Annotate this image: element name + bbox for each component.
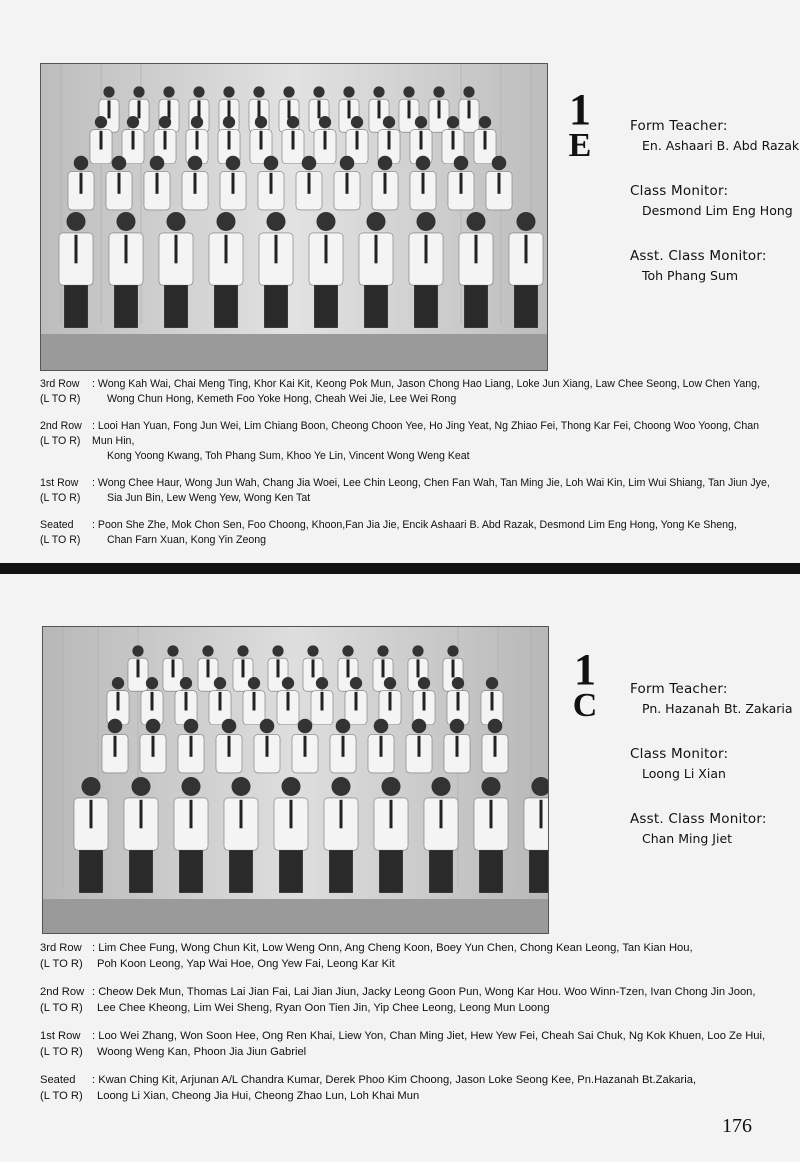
tie — [190, 800, 193, 829]
person-head — [381, 777, 400, 796]
person-head — [307, 645, 318, 656]
tie — [389, 692, 392, 711]
class-code-letter: C — [572, 687, 598, 724]
tie — [137, 659, 140, 677]
person-head — [222, 719, 237, 734]
tie — [423, 692, 426, 711]
person-head — [202, 645, 213, 656]
person-head — [188, 156, 203, 171]
person-head — [132, 645, 143, 656]
tie — [232, 173, 235, 194]
person-head — [226, 156, 241, 171]
person-head — [266, 212, 285, 231]
asst-class-monitor-name: Toh Phang Sum — [642, 268, 739, 283]
person-head — [374, 719, 389, 734]
person-head — [378, 156, 393, 171]
row-order: (L TO R) — [40, 534, 81, 546]
tie — [321, 692, 324, 711]
person-legs — [464, 285, 488, 328]
row-order: (L TO R) — [40, 1002, 83, 1014]
person-head — [146, 719, 161, 734]
person-head — [452, 677, 464, 689]
tie — [457, 692, 460, 711]
tie — [308, 173, 311, 194]
asst-class-monitor-label: Asst. Class Monitor: — [630, 811, 767, 827]
row-names: : Wong Kah Wai, Chai Meng Ting, Khor Kai Kit, Keong Pok Mun, Jason Chong Hao Liang, Loke Jun Xiang, Law Chee Seong, Low Chen Yang, — [92, 378, 761, 390]
tie — [288, 100, 291, 118]
person-head — [447, 645, 458, 656]
tie — [196, 131, 199, 150]
tie — [270, 173, 273, 194]
tie — [490, 800, 493, 829]
tie — [356, 131, 359, 150]
class-monitor-label: Class Monitor: — [630, 746, 729, 762]
person-legs — [429, 850, 453, 893]
person-head — [316, 677, 328, 689]
person-head — [479, 116, 491, 128]
person-head — [146, 677, 158, 689]
person-head — [302, 156, 317, 171]
class-info-1e — [630, 118, 800, 313]
tie — [346, 173, 349, 194]
tie — [418, 736, 421, 757]
person-head — [316, 212, 335, 231]
row-names: : Kwan Ching Kit, Arjunan A/L Chandra Kumar, Derek Phoo Kim Choong, Jason Loke Seong Kee, Pn.Hazanah Bt.Zakaria, — [92, 1074, 697, 1086]
person-head — [74, 156, 89, 171]
row-names-cont: Chan Farn Xuan, Kong Yin Zeong — [107, 534, 267, 546]
person-head — [416, 156, 431, 171]
tie — [417, 659, 420, 677]
tie — [75, 235, 78, 263]
person-head — [283, 86, 294, 97]
person-legs — [364, 285, 388, 328]
tie — [228, 100, 231, 118]
person-head — [214, 677, 226, 689]
person-head — [231, 777, 250, 796]
tie — [198, 100, 201, 118]
person-head — [343, 86, 354, 97]
tie — [484, 131, 487, 150]
person-head — [433, 86, 444, 97]
person-head — [282, 677, 294, 689]
form-teacher-name: En. Ashaari B. Abd Razak — [642, 138, 800, 153]
tie — [452, 131, 455, 150]
form-teacher-label: Form Teacher: — [630, 681, 728, 697]
row-names-cont: Sia Jun Bin, Lew Weng Yew, Wong Ken Tat — [107, 492, 311, 504]
row-order: (L TO R) — [40, 1046, 83, 1058]
person-head — [116, 212, 135, 231]
row-order: (L TO R) — [40, 958, 83, 970]
tie — [304, 736, 307, 757]
person-head — [167, 645, 178, 656]
tie — [348, 100, 351, 118]
row-order: (L TO R) — [40, 435, 81, 447]
tie — [207, 659, 210, 677]
person-legs — [129, 850, 153, 893]
tie — [117, 692, 120, 711]
name-row — [40, 377, 780, 407]
person-legs — [414, 285, 438, 328]
person-head — [298, 719, 313, 734]
tie — [175, 235, 178, 263]
person-head — [403, 86, 414, 97]
tie — [194, 173, 197, 194]
tie — [260, 131, 263, 150]
person-head — [184, 719, 199, 734]
tie — [468, 100, 471, 118]
row-names: : Cheow Dek Mun, Thomas Lai Jian Fai, Lai Jian Jiun, Jacky Leong Goon Pun, Wong Kar Hou. Woo Winn-Tzen, Ivan Chong Jin Joon, — [92, 986, 756, 998]
tie — [90, 800, 93, 829]
person-head — [342, 645, 353, 656]
person-legs — [214, 285, 238, 328]
person-head — [488, 719, 503, 734]
tie — [240, 800, 243, 829]
tie — [185, 692, 188, 711]
tie — [132, 131, 135, 150]
person-head — [264, 156, 279, 171]
row-label: 1st Row — [40, 477, 79, 489]
tie — [292, 131, 295, 150]
tie — [318, 100, 321, 118]
person-head — [350, 677, 362, 689]
name-row — [40, 984, 780, 1016]
person-head — [223, 116, 235, 128]
tie — [440, 800, 443, 829]
person-head — [81, 777, 100, 796]
person-legs — [479, 850, 503, 893]
class-info-1c — [630, 681, 800, 876]
row-names-cont: Lee Chee Kheong, Lim Wei Sheng, Ryan Oon Tien Jin, Yip Chee Leong, Leong Mun Loong — [97, 1002, 550, 1014]
row-names-cont: Loong Li Xian, Cheong Jia Hui, Cheong Zhao Lun, Loh Khai Mun — [97, 1090, 420, 1102]
person-head — [340, 156, 355, 171]
person-head — [384, 677, 396, 689]
name-row — [40, 1072, 780, 1104]
name-list-1e — [40, 377, 780, 560]
tie — [388, 131, 391, 150]
person-head — [331, 777, 350, 796]
tie — [219, 692, 222, 711]
name-row — [40, 1028, 780, 1060]
person-head — [412, 719, 427, 734]
row-label: 2nd Row — [40, 420, 82, 432]
row-label: Seated — [40, 1074, 76, 1086]
person-legs — [264, 285, 288, 328]
person-head — [150, 156, 165, 171]
tie — [242, 659, 245, 677]
person-head — [313, 86, 324, 97]
person-legs — [179, 850, 203, 893]
tie — [342, 736, 345, 757]
asst-class-monitor-label: Asst. Class Monitor: — [630, 248, 767, 264]
name-list-1c — [40, 940, 780, 1116]
tie — [382, 659, 385, 677]
person-head — [223, 86, 234, 97]
person-head — [481, 777, 500, 796]
person-head — [163, 86, 174, 97]
row-order: (L TO R) — [40, 492, 81, 504]
tie — [498, 173, 501, 194]
tie — [287, 692, 290, 711]
person-legs — [379, 850, 403, 893]
row-label: 1st Row — [40, 1030, 81, 1042]
section-divider — [0, 563, 800, 574]
tie — [118, 173, 121, 194]
tie — [420, 131, 423, 150]
class-monitor-name: Loong Li Xian — [642, 766, 726, 781]
tie — [452, 659, 455, 677]
tie — [438, 100, 441, 118]
person-legs — [514, 285, 538, 328]
person-head — [103, 86, 114, 97]
page-number: 176 — [722, 1115, 752, 1137]
person-head — [133, 86, 144, 97]
row-names: : Lim Chee Fung, Wong Chun Kit, Low Weng Onn, Ang Cheng Koon, Boey Yun Chen, Chong Kean Leong, Tan Kian Hou, — [92, 942, 693, 954]
tie — [114, 736, 117, 757]
person-head — [237, 645, 248, 656]
person-head — [486, 677, 498, 689]
person-head — [112, 156, 127, 171]
person-head — [255, 116, 267, 128]
tie — [525, 235, 528, 263]
person-head — [492, 156, 507, 171]
tie — [380, 736, 383, 757]
tie — [100, 131, 103, 150]
form-teacher-name: Pn. Hazanah Bt. Zakaria — [642, 701, 793, 716]
person-head — [450, 719, 465, 734]
person-head — [416, 212, 435, 231]
tie — [156, 173, 159, 194]
tie — [340, 800, 343, 829]
person-head — [248, 677, 260, 689]
person-head — [454, 156, 469, 171]
row-names-cont: Kong Yoong Kwang, Toh Phang Sum, Khoo Ye Lin, Vincent Wong Weng Keat — [107, 450, 470, 462]
person-head — [216, 212, 235, 231]
tie — [422, 173, 425, 194]
class-photo-1e — [40, 63, 548, 371]
person-legs — [79, 850, 103, 893]
person-head — [377, 645, 388, 656]
tie — [390, 800, 393, 829]
name-row — [40, 940, 780, 972]
tie — [138, 100, 141, 118]
tie — [312, 659, 315, 677]
row-names-cont: Wong Chun Hong, Kemeth Foo Yoke Hong, Cheah Wei Jie, Lee Wei Rong — [107, 393, 457, 405]
row-names-cont: Poh Koon Leong, Yap Wai Hoe, Ong Yew Fai, Leong Kar Kit — [97, 958, 395, 970]
tie — [190, 736, 193, 757]
asst-class-monitor-name: Chan Ming Jiet — [642, 831, 733, 846]
tie — [456, 736, 459, 757]
person-legs — [314, 285, 338, 328]
tie — [325, 235, 328, 263]
row-names: : Loo Wei Zhang, Won Soon Hee, Ong Ren Khai, Liew Yon, Chan Ming Jiet, Hew Yew Fei, Cheah Sai Chuk, Ng Kok Khuen, Loo Ze Hui, — [92, 1030, 766, 1042]
person-head — [166, 212, 185, 231]
tie — [258, 100, 261, 118]
person-head — [336, 719, 351, 734]
class-code-letter: E — [568, 127, 592, 164]
class-photo-1c — [42, 626, 549, 934]
person-head — [112, 677, 124, 689]
tie — [408, 100, 411, 118]
person-head — [466, 212, 485, 231]
person-legs — [529, 850, 548, 893]
person-head — [159, 116, 171, 128]
tie — [80, 173, 83, 194]
row-label: 3rd Row — [40, 378, 80, 390]
class-code-number: 1 — [569, 85, 591, 134]
tie — [228, 736, 231, 757]
person-legs — [329, 850, 353, 893]
class-monitor-name: Desmond Lim Eng Hong — [642, 203, 793, 218]
row-names: : Poon She Zhe, Mok Chon Sen, Foo Choong, Khoon,Fan Jia Jie, Encik Ashaari B. Abd Razak, Desmond Lim Eng Hong, Yong Ke Sheng, — [92, 519, 737, 531]
person-head — [447, 116, 459, 128]
person-head — [415, 116, 427, 128]
tie — [375, 235, 378, 263]
tie — [152, 736, 155, 757]
person-legs — [279, 850, 303, 893]
tie — [460, 173, 463, 194]
person-head — [383, 116, 395, 128]
tie — [253, 692, 256, 711]
person-head — [287, 116, 299, 128]
tie — [164, 131, 167, 150]
row-names-cont: Woong Weng Kan, Phoon Jia Jiun Gabriel — [97, 1046, 307, 1058]
person-head — [281, 777, 300, 796]
tie — [228, 131, 231, 150]
person-head — [131, 777, 150, 796]
row-label: Seated — [40, 519, 74, 531]
person-head — [412, 645, 423, 656]
row-names: : Wong Chee Haur, Wong Jun Wah, Chang Jia Woei, Lee Chin Leong, Chen Fan Wah, Tan Ming Jie, Loh Wai Kin, Lim Wui Shiang, Tan Jiun Jye, — [92, 477, 770, 489]
person-head — [193, 86, 204, 97]
tie — [425, 235, 428, 263]
row-names: : Looi Han Yuan, Fong Jun Wei, Lim Chiang Boon, Cheong Choon Yee, Ho Jing Yeat, Ng Zhiao Fei, Thong Kar Fei, Choong Woo Yoong, Chan Mun Hin, — [92, 420, 760, 447]
person-head — [366, 212, 385, 231]
person-legs — [229, 850, 253, 893]
person-head — [516, 212, 535, 231]
tie — [108, 100, 111, 118]
tie — [140, 800, 143, 829]
row-label: 2nd Row — [40, 986, 85, 998]
person-head — [180, 677, 192, 689]
tie — [125, 235, 128, 263]
class-code-number: 1 — [574, 645, 596, 694]
tie — [290, 800, 293, 829]
person-head — [181, 777, 200, 796]
tie — [475, 235, 478, 263]
person-head — [95, 116, 107, 128]
tie — [494, 736, 497, 757]
tie — [225, 235, 228, 263]
class-monitor-label: Class Monitor: — [630, 183, 729, 199]
person-head — [373, 86, 384, 97]
person-head — [108, 719, 123, 734]
person-head — [319, 116, 331, 128]
tie — [347, 659, 350, 677]
tie — [168, 100, 171, 118]
name-row — [40, 518, 780, 548]
name-row — [40, 476, 780, 506]
person-head — [253, 86, 264, 97]
person-legs — [114, 285, 138, 328]
tie — [355, 692, 358, 711]
person-head — [272, 645, 283, 656]
tie — [172, 659, 175, 677]
row-label: 3rd Row — [40, 942, 82, 954]
person-head — [418, 677, 430, 689]
person-head — [127, 116, 139, 128]
person-legs — [64, 285, 88, 328]
form-teacher-label: Form Teacher: — [630, 118, 728, 134]
person-head — [431, 777, 450, 796]
person-head — [66, 212, 85, 231]
group-photo-illustration — [43, 627, 548, 933]
person-figure — [524, 798, 548, 850]
person-head — [260, 719, 275, 734]
person-head — [191, 116, 203, 128]
tie — [277, 659, 280, 677]
name-row — [40, 419, 780, 464]
person-head — [463, 86, 474, 97]
tie — [378, 100, 381, 118]
row-order: (L TO R) — [40, 1090, 83, 1102]
tie — [266, 736, 269, 757]
tie — [540, 800, 543, 829]
tie — [384, 173, 387, 194]
tie — [324, 131, 327, 150]
tie — [491, 692, 494, 711]
row-order: (L TO R) — [40, 393, 81, 405]
person-head — [351, 116, 363, 128]
group-photo-illustration — [41, 64, 547, 370]
tie — [151, 692, 154, 711]
tie — [275, 235, 278, 263]
person-legs — [164, 285, 188, 328]
